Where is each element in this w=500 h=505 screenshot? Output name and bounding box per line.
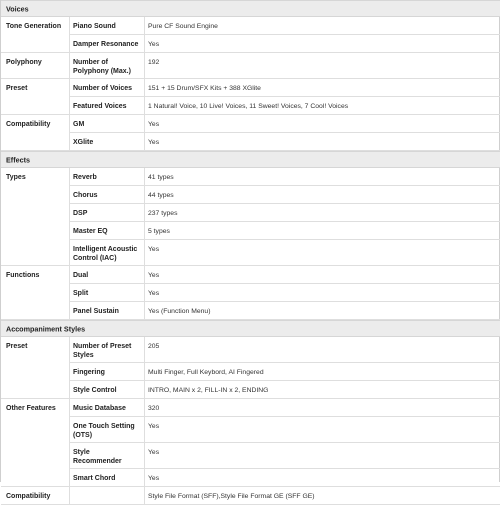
feature-value: 44 types <box>148 192 174 199</box>
feature-value: 151 + 15 Drum/SFX Kits + 388 XGlite <box>148 85 261 92</box>
feature-value: Yes (Function Menu) <box>148 308 211 315</box>
feature-label: Style Control <box>73 387 117 394</box>
row-divider <box>1 398 500 399</box>
category-label: Compatibility <box>6 121 51 128</box>
feature-value: Yes <box>148 272 160 279</box>
feature-value: Multi Finger, Full Keybord, AI Fingered <box>148 369 264 376</box>
category-label: Preset <box>6 85 28 92</box>
category-label: Polyphony <box>6 59 42 66</box>
column-divider <box>144 487 145 505</box>
column-divider <box>144 266 145 320</box>
section-title: Effects <box>6 155 30 164</box>
row-divider <box>69 34 500 35</box>
feature-label: Music Database <box>73 405 126 412</box>
section-header <box>1 151 500 168</box>
feature-value: 1 Natural! Voice, 10 Live! Voices, 11 Sweet! Voices, 7 Cool! Voices <box>148 103 349 110</box>
row-divider <box>1 114 500 115</box>
feature-label: Panel Sustain <box>73 308 119 315</box>
feature-label: Fingering <box>73 369 105 376</box>
feature-value: Yes <box>148 423 160 430</box>
feature-label: Dual <box>73 272 89 279</box>
feature-label: Featured Voices <box>73 103 127 110</box>
column-divider <box>144 168 145 266</box>
row-divider <box>69 416 500 417</box>
category-label: Preset <box>6 343 28 350</box>
feature-value: Yes <box>148 246 160 253</box>
feature-value: 192 <box>148 59 160 66</box>
feature-label: GM <box>73 121 85 128</box>
category-label: Other Features <box>6 405 56 412</box>
feature-label: Split <box>73 290 89 297</box>
column-divider <box>144 79 145 115</box>
row-divider <box>69 468 500 469</box>
column-divider <box>69 79 70 115</box>
feature-label: XGlite <box>73 139 94 146</box>
feature-value: 41 types <box>148 174 174 181</box>
feature-value: Yes <box>148 449 160 456</box>
feature-label: Number of Voices <box>73 85 132 92</box>
feature-value: Yes <box>148 139 160 146</box>
row-divider <box>69 380 500 381</box>
feature-value: INTRO, MAIN x 2, FILL-IN x 2, ENDING <box>148 387 269 394</box>
column-divider <box>69 168 70 266</box>
feature-value: Style File Format (SFF),Style File Format GE (SFF GE) <box>148 493 315 500</box>
column-divider <box>69 487 70 505</box>
column-divider <box>69 17 70 53</box>
feature-label: Smart Chord <box>73 475 116 482</box>
column-divider <box>144 115 145 151</box>
feature-value: Yes <box>148 41 160 48</box>
feature-label: DSP <box>73 210 88 217</box>
feature-label: Master EQ <box>73 228 108 235</box>
feature-label: Number of Preset Styles <box>73 343 132 359</box>
feature-value: Yes <box>148 475 160 482</box>
column-divider <box>69 337 70 399</box>
column-divider <box>69 266 70 320</box>
column-divider <box>144 53 145 79</box>
row-divider <box>1 486 500 487</box>
feature-label: Intelligent Acoustic Control (IAC) <box>73 246 138 262</box>
section-header <box>1 320 500 337</box>
feature-value: Yes <box>148 290 160 297</box>
row-divider <box>1 52 500 53</box>
row-divider <box>69 301 500 302</box>
feature-label: Damper Resonance <box>73 41 139 48</box>
column-divider <box>69 53 70 79</box>
section-header <box>1 0 500 17</box>
column-divider <box>69 399 70 487</box>
feature-label: Chorus <box>73 192 98 199</box>
category-label: Tone Generation <box>6 23 62 30</box>
row-divider <box>69 132 500 133</box>
row-divider <box>69 221 500 222</box>
section-title: Accompaniment Styles <box>6 324 86 333</box>
category-label: Compatibility <box>6 493 51 500</box>
row-divider <box>69 362 500 363</box>
row-divider <box>1 78 500 79</box>
feature-label: Number of Polyphony (Max.) <box>73 59 131 75</box>
row-divider <box>69 185 500 186</box>
feature-label: One Touch Setting (OTS) <box>73 423 135 439</box>
section-title: Voices <box>6 4 29 13</box>
feature-label: Style Recommender <box>73 449 122 465</box>
category-label: Types <box>6 174 26 181</box>
row-divider <box>1 265 500 266</box>
row-divider <box>69 283 500 284</box>
feature-value: 237 types <box>148 210 178 217</box>
feature-value: 320 <box>148 405 160 412</box>
feature-value: 205 <box>148 343 160 350</box>
column-divider <box>69 115 70 151</box>
row-divider <box>69 203 500 204</box>
row-divider <box>69 442 500 443</box>
column-divider <box>144 17 145 53</box>
row-divider <box>69 239 500 240</box>
feature-value: 5 types <box>148 228 170 235</box>
feature-value: Yes <box>148 121 160 128</box>
feature-label: Piano Sound <box>73 23 116 30</box>
row-divider <box>69 96 500 97</box>
column-divider <box>144 337 145 399</box>
feature-value: Pure CF Sound Engine <box>148 23 218 30</box>
column-divider <box>144 399 145 487</box>
category-label: Functions <box>6 272 40 279</box>
feature-label: Reverb <box>73 174 97 181</box>
